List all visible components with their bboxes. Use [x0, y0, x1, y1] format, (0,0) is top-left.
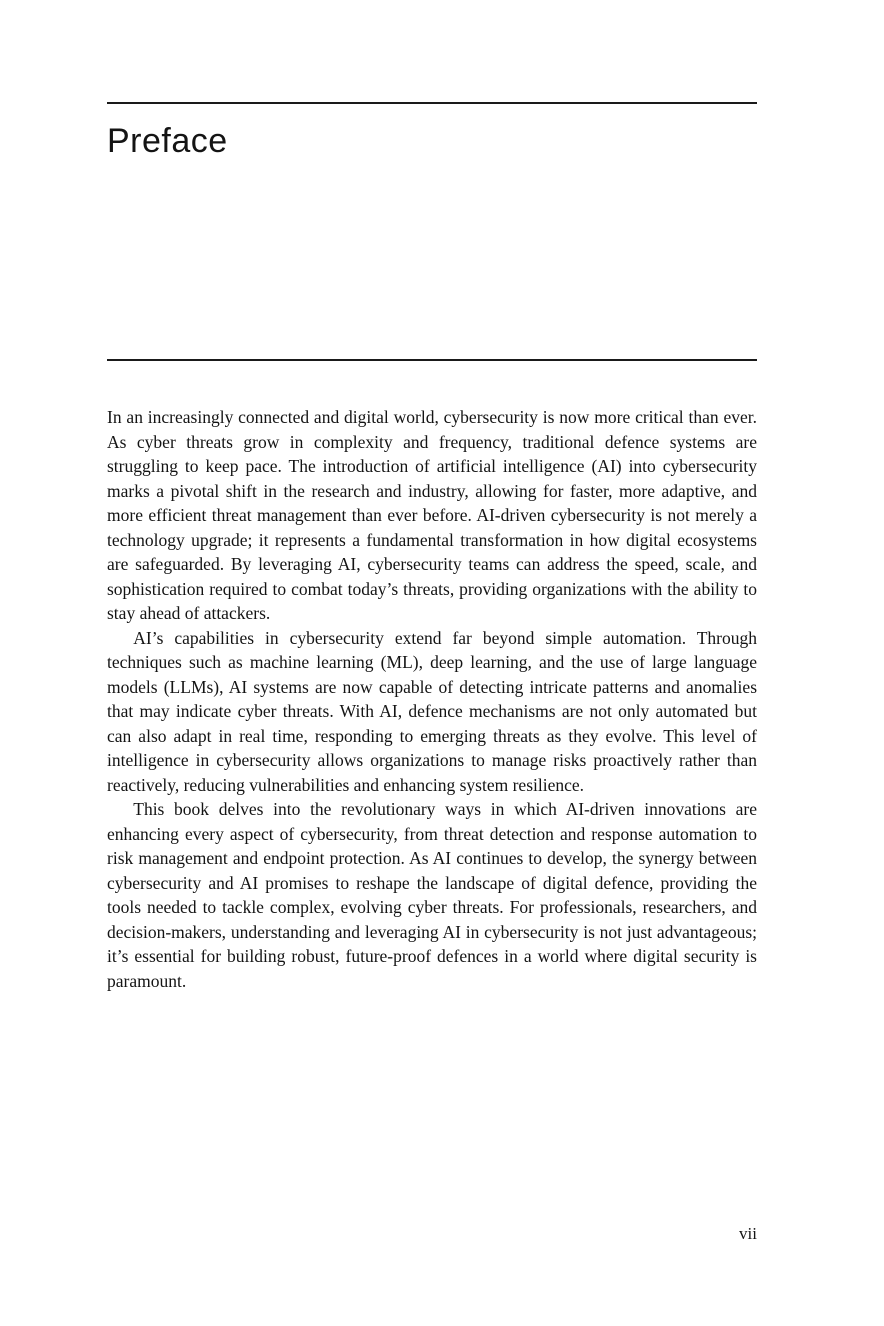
paragraph: AI’s capabilities in cybersecurity extend far beyond simple automation. Through techniques such as machine learning (ML), deep learning, and the use of large language models (LLMs), AI systems are now capable of detecting intricate patterns and anomalies that may indicate cyber threats. With AI, defence mechanisms are not only automated but can also adapt in real time, responding to emerging threats as they evolve. This level of intelligence in cybersecurity allows organizations to manage risks proactively rather than reactively, reducing vulnerabilities and enhancing system resilience. — [107, 627, 757, 795]
section-rule — [107, 359, 757, 361]
preface-body — [107, 405, 757, 993]
page-number: vii — [739, 1224, 757, 1243]
paragraph: This book delves into the revolutionary ways in which AI-driven innovations are enhancing every aspect of cybersecurity, from threat detection and response automation to risk management and endpoint protection. As AI continues to develop, the synergy between cybersecurity and AI promises to reshape the landscape of digital defence, providing the tools needed to tackle complex, evolving cyber threats. For professionals, researchers, and decision-makers, understanding and leveraging AI in cybersecurity is not just advantageous; it’s essential for building robust, future-proof defences in a world where digital security is paramount. — [107, 799, 757, 991]
paragraph: In an increasingly connected and digital world, cybersecurity is now more critical than ever. As cyber threats grow in complexity and frequency, traditional defence systems are struggling to keep pace. The introduction of artificial intelligence (AI) into cybersecurity marks a pivotal shift in the research and industry, allowing for faster, more adaptive, and more efficient threat management than ever before. AI-driven cybersecurity is not merely a technology upgrade; it represents a fundamental transformation in how digital ecosystems are safeguarded. By leveraging AI, cybersecurity teams can address the speed, scale, and sophistication required to combat today’s threats, providing organizations with the ability to stay ahead of attackers. — [107, 407, 757, 623]
page-title: Preface — [107, 122, 228, 160]
page-content — [107, 0, 757, 993]
top-rule — [107, 102, 757, 104]
